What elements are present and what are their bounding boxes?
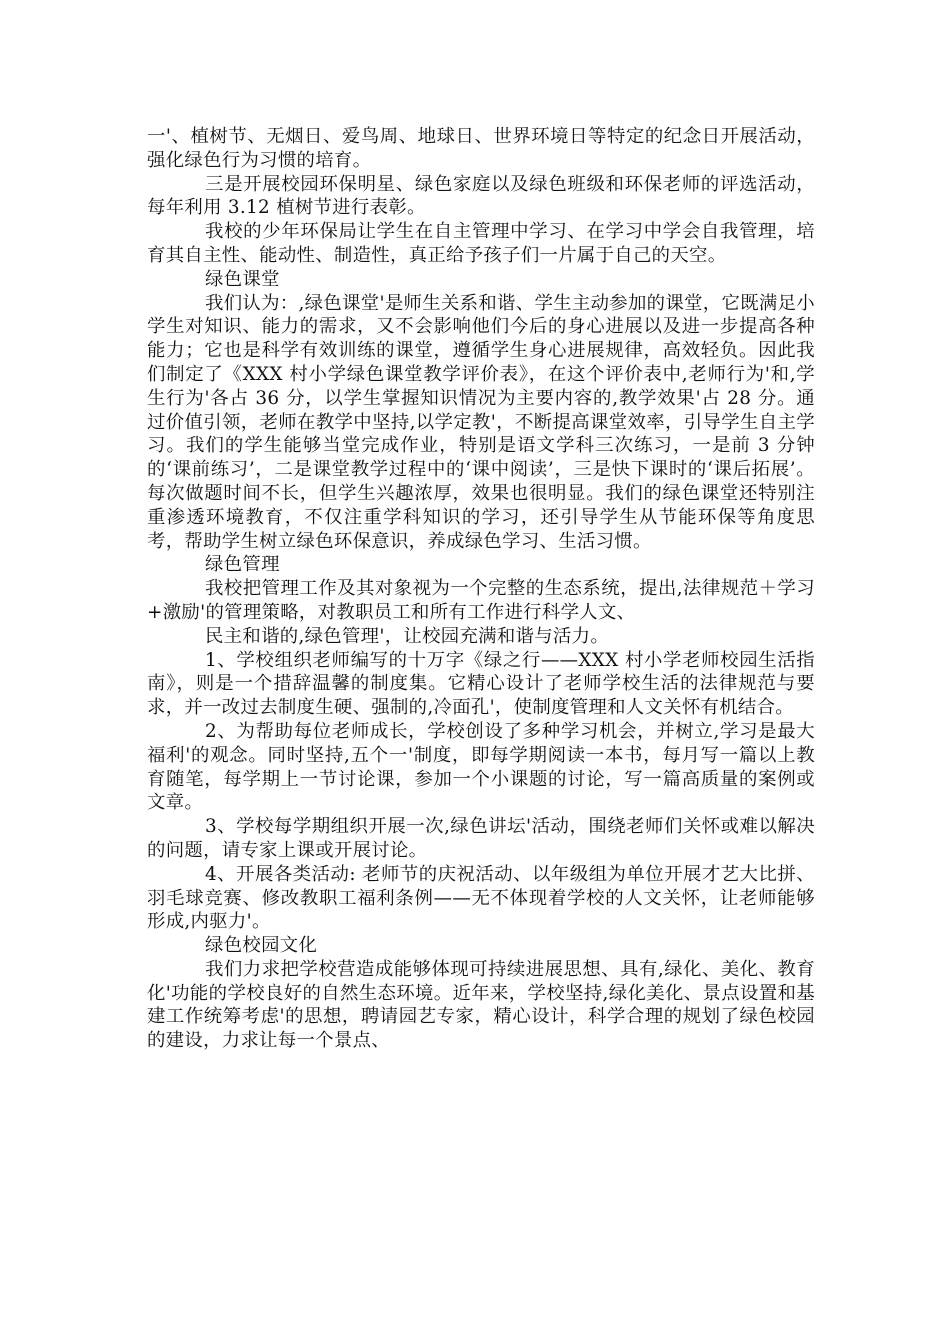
paragraph-item-4: 4、开展各类活动: 老师节的庆祝活动、以年级组为单位开展才艺大比拼、羽毛球竞赛、修改教职工福利条例——无不体现着学校的人文关怀，让老师能够形成,内驱力'。	[147, 863, 815, 933]
section-heading-campus-culture: 绿色校园文化	[205, 935, 318, 957]
paragraph-campus-culture: 我们力求把学校营造成能够体现可持续进展思想、具有,绿化、美化、教育化'功能的学校良好的自然生态环境。近年来，学校坚持,绿化美化、景点设置和基建工作统筹考虑'的思想，聘请园艺专家，精心设计，科学合理的规划了绿色校园的建设，力求让每一个景点、	[147, 958, 815, 1052]
document-body	[147, 125, 815, 1053]
section-heading-green-classroom: 绿色课堂	[205, 268, 280, 290]
paragraph-management-democracy: 民主和谐的,绿色管理'，让校园充满和谐与活力。	[205, 625, 610, 647]
paragraph-evaluation: 三是开展校园环保明星、绿色家庭以及绿色班级和环保老师的评选活动，每年利用 3.12 植树节进行表彰。	[147, 173, 815, 219]
paragraph-green-classroom: 我们认为：,绿色课堂'是师生关系和谐、学生主动参加的课堂，它既满足小学生对知识、能力的需求，又不会影响他们今后的身心进展以及进一步提高各种能力；它也是科学有效训练的课堂，遵循学生身心进展规律，高效轻负。因此我们制定了《XXX 村小学绿色课堂教学评价表》，在这个评价表中,老师行为'和,学生行为'各占 36 分，以学生掌握知识情况为主要内容的,教学效果'占 28 分。通过价值引领，老师在教学中坚持,以学定教'，不断提高课堂效率，引导学生自主学习。我们的学生能够当堂完成作业，特别是语文学科三次练习，一是前 3 分钟的‘课前练习’，二是课堂教学过程中的‘课中阅读’，三是快下课时的‘课后拓展’。每次做题时间不长，但学生兴趣浓厚，效果也很明显。我们的绿色课堂还特别注重渗透环境教育，不仅注重学科知识的学习，还引导学生从节能环保等角度思考，帮助学生树立绿色环保意识，养成绿色学习、生活习惯。	[147, 292, 815, 552]
paragraph-item-2: 2、为帮助每位老师成长，学校创设了多种学习机会，并树立,学习是最大福利'的观念。同时坚持,五个一'制度，即每学期阅读一本书，每月写一篇以上教育随笔，每学期上一节讨论课，参加一个小课题的讨论，写一篇高质量的案例或文章。	[147, 720, 815, 814]
paragraph-item-1: 1、学校组织老师编写的十万字《绿之行——XXX 村小学老师校园生活指南》，则是一个措辞温馨的制度集。它精心设计了老师学校生活的法律规范与要求，并一改过去制度生硬、强制的,冷面孔'，使制度管理和人文关怀有机结合。	[147, 649, 815, 719]
paragraph-management-intro: 我校把管理工作及其对象视为一个完整的生态系统，提出,法律规范＋学习+激励'的管理策略，对教职员工和所有工作进行科学人文、	[147, 578, 815, 623]
paragraph-environment-bureau: 我校的少年环保局让学生在自主管理中学习、在学习中学会自我管理，培育其自主性、能动性、制造性，真正给予孩子们一片属于自己的天空。	[147, 221, 815, 266]
section-heading-green-management: 绿色管理	[205, 554, 280, 576]
paragraph-item-3: 3、学校每学期组织开展一次,绿色讲坛'活动，围绕老师们关怀或难以解决的问题，请专家上课或开展讨论。	[147, 816, 815, 861]
paragraph-continuation: 一'、植树节、无烟日、爱鸟周、地球日、世界环境日等特定的纪念日开展活动，强化绿色行为习惯的培育。	[147, 126, 815, 171]
